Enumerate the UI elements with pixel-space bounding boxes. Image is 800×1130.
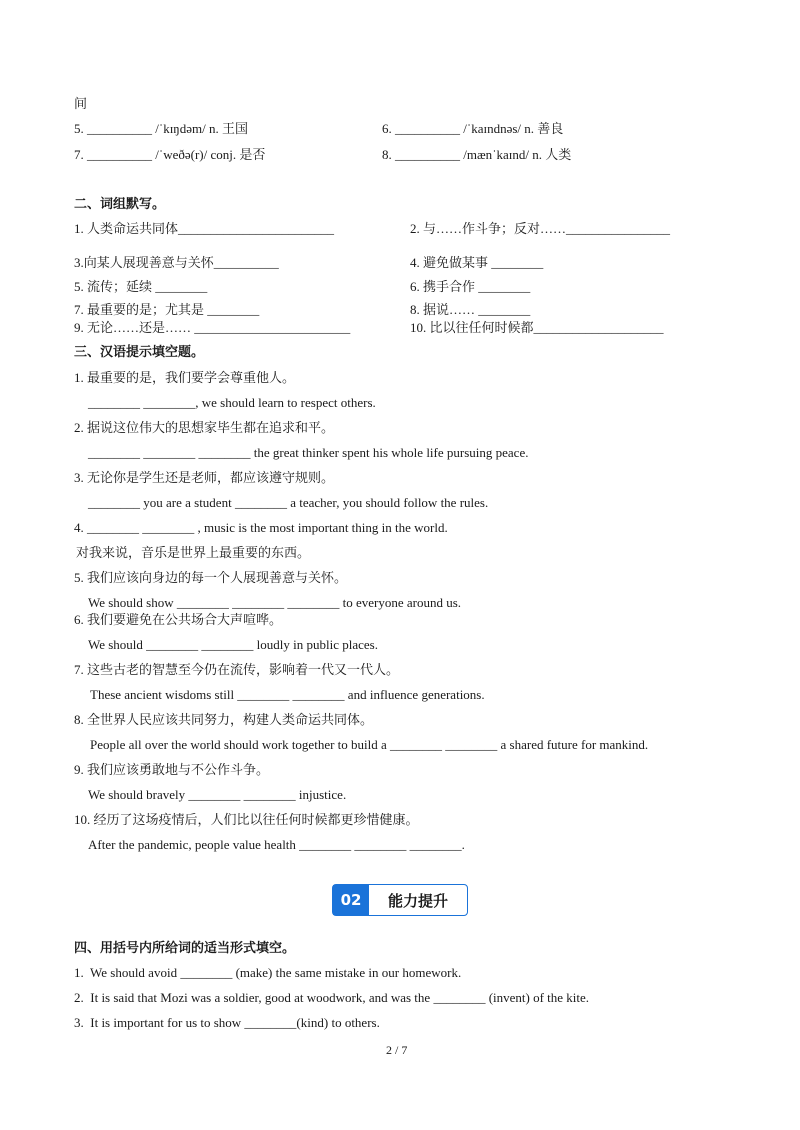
phrase-item-9: 9. 无论……还是…… ________________________ (74, 320, 351, 335)
q2-english: ________ ________ ________ the great thinker spent his whole life pursuing peace. (88, 445, 529, 460)
q5-chinese: 5. 我们应该向身边的每一个人展现善意与关怀。 (74, 570, 348, 585)
vocab-continuation: 间 (74, 96, 88, 111)
section-2-title: 二、词组默写。 (74, 197, 166, 212)
q3-english: ________ you are a student ________ a teacher, you should follow the rules. (88, 495, 489, 510)
q8-english: People all over the world should work together to build a ________ ________ a shared future for mankind. (90, 737, 649, 752)
vocab-item-6: 6. __________ /ˈkaɪndnəs/ n. 善良 (382, 121, 564, 136)
q9-chinese: 9. 我们应该勇敢地与不公作斗争。 (74, 762, 270, 777)
phrase-item-2: 2. 与……作斗争；反对……________________ (410, 221, 671, 236)
badge-label: 能力提升 (387, 891, 448, 910)
q7-chinese: 7. 这些古老的智慧至今仍在流传，影响着一代又一代人。 (74, 662, 400, 677)
q5-english: We should show ________ ________ ________ to everyone around us. (88, 595, 462, 610)
section-4-title: 四、用括号内所给词的适当形式填空。 (74, 941, 296, 956)
vocab-item-7: 7. __________ /ˈweðə(r)/ conj. 是否 (74, 147, 266, 162)
phrase-item-10: 10. 比以往任何时候都____________________ (410, 320, 664, 335)
q10-english: After the pandemic, people value health ________ ________ ________. (88, 837, 465, 852)
q1-english: ________ ________, we should learn to respect others. (88, 395, 376, 410)
vocab-item-5: 5. __________ /ˈkɪŋdəm/ n. 王国 (74, 121, 248, 136)
section-badge (332, 884, 468, 916)
phrase-item-7: 7. 最重要的是；尤其是 ________ (74, 302, 260, 317)
fill-item-1: 1. We should avoid ________ (make) the same mistake in our homework. (74, 965, 462, 980)
q4-english: 4. ________ ________ , music is the most important thing in the world. (74, 520, 448, 535)
q2-chinese: 2. 据说这位伟大的思想家毕生都在追求和平。 (74, 420, 335, 435)
q6-english: We should ________ ________ loudly in public places. (88, 637, 378, 652)
phrase-item-1: 1. 人类命运共同体________________________ (74, 221, 335, 236)
q9-english: We should bravely ________ ________ injustice. (88, 787, 347, 802)
q1-chinese: 1. 最重要的是，我们要学会尊重他人。 (74, 370, 296, 385)
section-3-title: 三、汉语提示填空题。 (74, 345, 205, 360)
phrase-item-6: 6. 携手合作 ________ (410, 279, 531, 294)
q6-chinese: 6. 我们要避免在公共场合大声喧哗。 (74, 612, 283, 627)
q7-english: These ancient wisdoms still ________ ________ and influence generations. (90, 687, 485, 702)
fill-item-3: 3. It is important for us to show ________(kind) to others. (74, 1015, 380, 1030)
q4-chinese: 对我来说，音乐是世界上最重要的东西。 (76, 545, 311, 560)
phrase-item-8: 8. 据说…… ________ (410, 302, 531, 317)
vocab-item-8: 8. __________ /mænˈkaɪnd/ n. 人类 (382, 147, 572, 162)
q8-chinese: 8. 全世界人民应该共同努力，构建人类命运共同体。 (74, 712, 374, 727)
fill-item-2: 2. It is said that Mozi was a soldier, good at woodwork, and was the ________ (invent) of the kite. (74, 990, 590, 1005)
badge-number: 02 (333, 885, 369, 915)
phrase-item-5: 5. 流传；延续 ________ (74, 279, 208, 294)
q10-chinese: 10. 经历了这场疫情后，人们比以往任何时候都更珍惜健康。 (74, 812, 419, 827)
q3-chinese: 3. 无论你是学生还是老师，都应该遵守规则。 (74, 470, 335, 485)
phrase-item-3: 3.向某人展现善意与关怀__________ (74, 255, 279, 270)
page-number: 2 / 7 (386, 1043, 408, 1057)
phrase-item-4: 4. 避免做某事 ________ (410, 255, 544, 270)
